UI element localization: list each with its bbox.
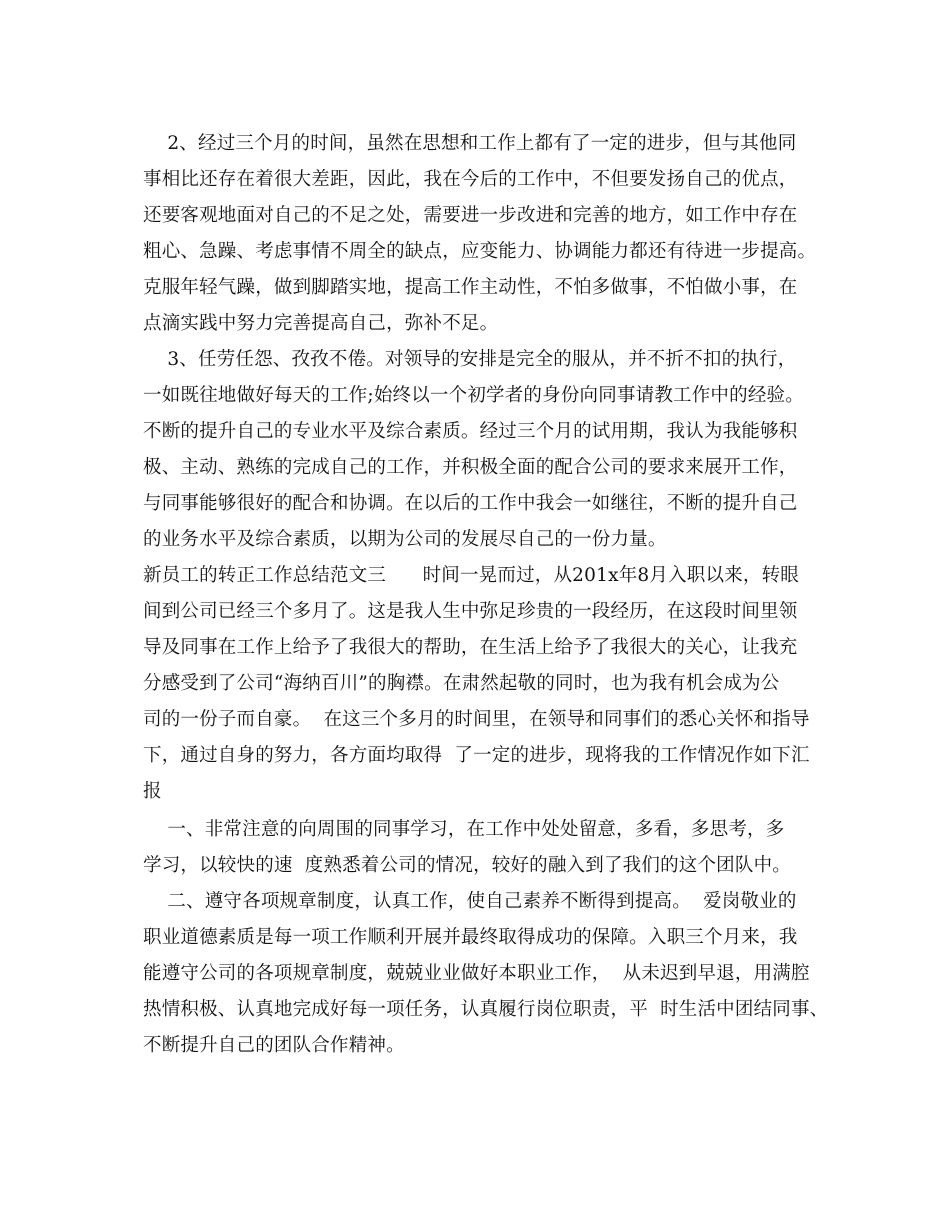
- text-line: 司的一份子而自豪。 在这三个多月的时间里，在领导和同事们的悉心关怀和指导: [143, 709, 810, 730]
- text-line: 与同事能够很好的配合和协调。在以后的工作中我会一如继往，不断的提升自己: [143, 493, 798, 514]
- text-line: 的业务水平及综合素质，以期为公司的发展尽自己的一份力量。: [143, 529, 667, 550]
- text-line: 导及同事在工作上给予了我很大的帮助，在生活上给予了我很大的关心，让我充: [143, 637, 798, 658]
- text-line: 克服年轻气躁，做到脚踏实地，提高工作主动性，不怕多做事，不怕做小事，在: [143, 277, 798, 298]
- text-line: 事相比还存在着很大差距，因此，我在今后的工作中，不但要发扬自己的优点，: [143, 169, 798, 190]
- text-line: 还要客观地面对自己的不足之处，需要进一步改进和完善的地方，如工作中存在: [143, 205, 798, 226]
- text-line: 不断的提升自己的专业水平及综合素质。经过三个月的试用期，我认为我能够积: [143, 421, 798, 442]
- section-heading-line: 新员工的转正工作总结范文三 时间一晃而过，从201x年8月入职以来，转眼: [143, 565, 800, 586]
- text-line: 一、非常注意的向周围的同事学习，在工作中处处留意，多看，多思考，多: [143, 819, 785, 840]
- text-line: 点滴实践中努力完善提高自己，弥补不足。: [143, 313, 499, 334]
- text-line: 不断提升自己的团队合作精神。: [143, 1035, 405, 1056]
- text-line: 热情积极、认真地完成好每一项任务，认真履行岗位职责，平 时生活中团结同事、: [143, 999, 829, 1020]
- text-line: 极、主动、熟练的完成自己的工作，并积极全面的配合公司的要求来展开工作，: [143, 457, 798, 478]
- text-line: 下，通过自身的努力，各方面均取得 了一定的进步，现将我的工作情况作如下汇: [143, 745, 810, 766]
- text-line: 学习，以较快的速 度熟悉着公司的情况，较好的融入到了我们的这个团队中。: [143, 855, 791, 876]
- text-line: 间到公司已经三个多月了。这是我人生中弥足珍贵的一段经历，在这段时间里领: [143, 601, 798, 622]
- text-line: 分感受到了公司“海纳百川”的胸襟。在肃然起敬的同时，也为我有机会成为公: [143, 673, 780, 694]
- text-line: 粗心、急躁、考虑事情不周全的缺点，应变能力、协调能力都还有待进一步提高。: [143, 241, 817, 262]
- text-line: 职业道德素质是每一项工作顺利开展并最终取得成功的保障。入职三个月来，我: [143, 927, 798, 948]
- text-line: 一如既往地做好每天的工作;始终以一个初学者的身份向同事请教工作中的经验。: [143, 385, 804, 406]
- text-line: 能遵守公司的各项规章制度，兢兢业业做好本职业工作， 从未迟到早退，用满腔: [143, 963, 810, 984]
- text-line: 2、经过三个月的时间，虽然在思想和工作上都有了一定的进步，但与其他同: [143, 133, 797, 154]
- text-line: 3、任劳任怨、孜孜不倦。对领导的安排是完全的服从，并不折不扣的执行，: [143, 349, 797, 370]
- text-line: 报: [143, 781, 162, 802]
- text-line: 二、遵守各项规章制度，认真工作，使自己素养不断得到提高。 爱岗敬业的: [143, 891, 797, 912]
